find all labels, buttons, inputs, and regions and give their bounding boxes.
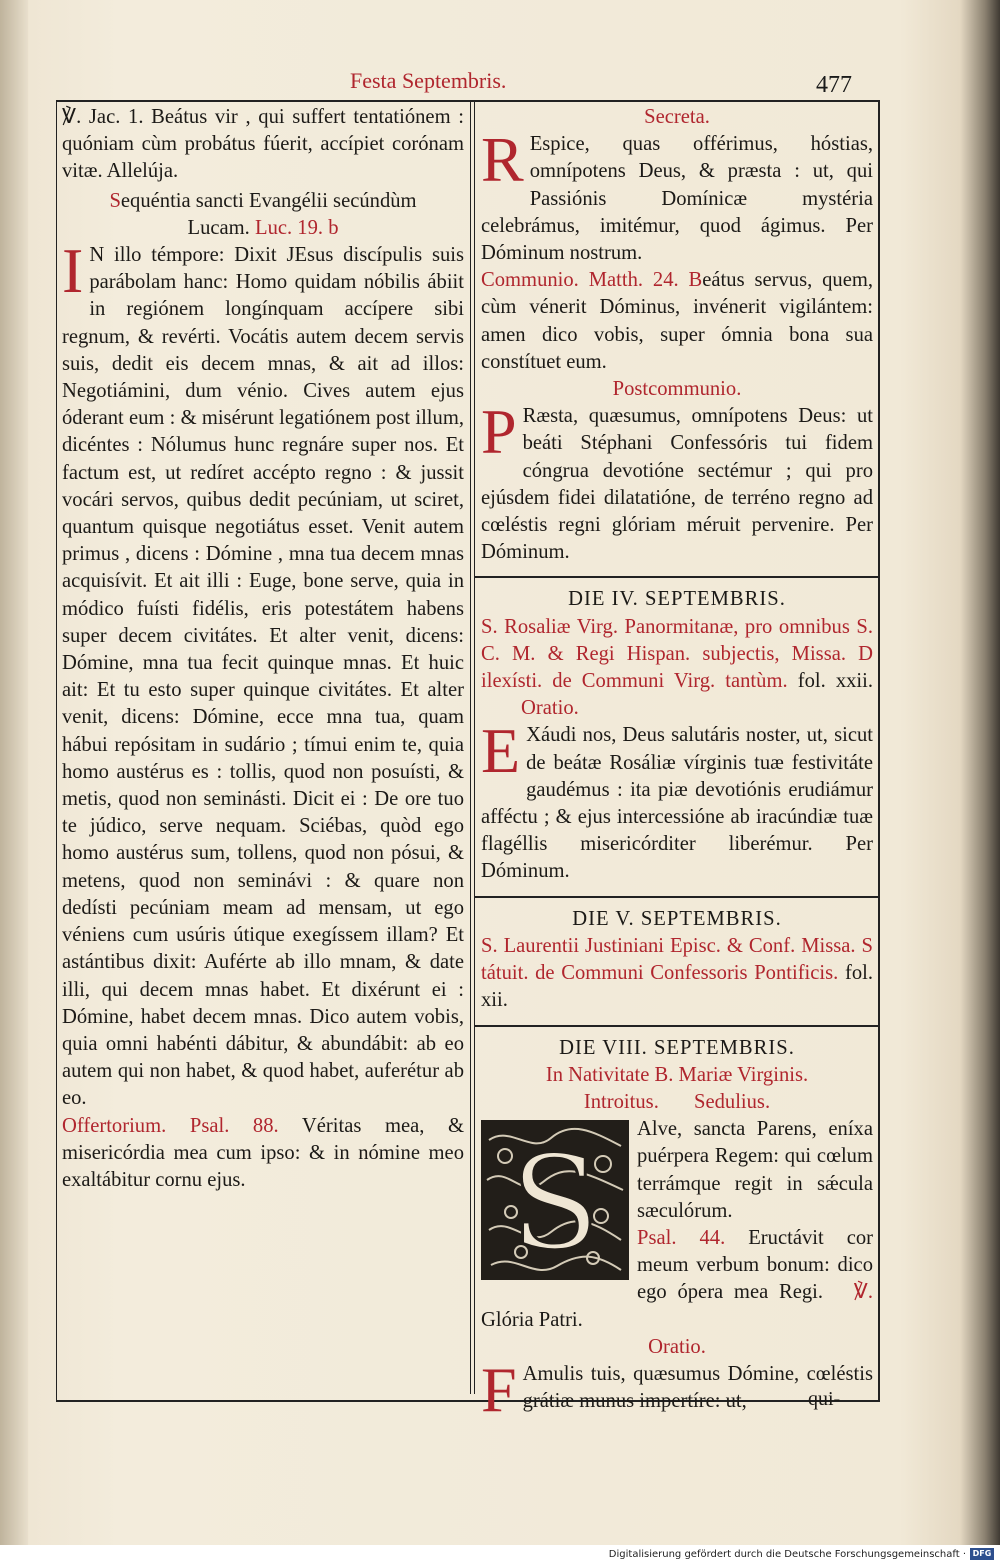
section-divider <box>475 896 879 898</box>
communio-block <box>481 267 873 376</box>
day5-heading: DIE V. SEPTEMBRIS. <box>572 907 782 930</box>
secreta-label: Secreta. <box>644 106 710 128</box>
footer-credit: Digitalisierung gefördert durch die Deutsche Forschungsgemeinschaft · <box>608 1549 966 1560</box>
gospel-reference: Luc. 19. b <box>254 216 339 239</box>
day8-psalm-label: Psal. 44. <box>637 1226 726 1249</box>
day4-oratio-block <box>481 715 873 885</box>
gospel-text-block <box>62 235 464 1113</box>
catchword: qui- <box>808 1388 841 1410</box>
gospel-text: N illo témpore: Dixit JEsus discípulis suis parábolam hanc: Homo quidam nóbilis ábiit in regiónem longínquam accípere sibi regnum, & revérti. Vocátis autem decem servis suis, dedit eis decem mnas, & ait ad illos: Negotiámini, dum vénio. Cives autem ejus óderant eum : & misérunt legatiónem post illum, dicéntes : Nólumus hunc regnáre super nos. Et factum est, ut redíret accépto regno : & jussit vocári servos, quibus dedit pecúniam, ut sciret, quantum quisque negotiátus esset. Venit autem primus , dicens : Dómine , mna tua decem mnas acquisívit. Et ait illi : Euge, bone serve, quia in módico fuísti fidélis, eris potestátem habens super decem civitátes. Et alter venit, dicens: Dómine, mna tua fecit quinque mnas. Et huic ait: Et tu esto super quinque civitátes. Et alter venit, dicens: Dómine, ecce mna tua, quam hábui repósitam in sudário ; tímui enim te, quia homo austérus es : tollis, quod non posuísti, & metis, quod non seminásti. Dicit ei : De ore tuo te júdico, serve nequam. Sciébas, quòd ego homo austérus sum, tollens, quod non pósui, & metens, quod non seminávi : & quare non dedísti pecúniam meam ad mensam, ut ego véniens cum usúris útique exegíssem illam? Et astántibus dixit: Auférte ab illo mnam, & date illi, qui decem mnas habet. Et dixérunt ei : Dómine, habet decem mnas. Dico autem vobis, quia omni habénti dábitur, & abundábit: ab eo autem qui non habet, & quod habet, auferétur ab eo. <box>62 244 464 1110</box>
day8-heading: DIE VIII. SEPTEMBRIS. <box>559 1036 795 1059</box>
day8-sedulius: Sedulius. <box>694 1090 771 1113</box>
book-gutter <box>0 0 28 1545</box>
day4-feast: S. Rosaliæ Virg. Panormitanæ, pro omnibus S. C. M. & Regi Hispan. subjectis, Missa. D ilexísti. de Communi Virg. tantùm. <box>481 615 873 693</box>
offertory <box>62 1113 464 1195</box>
day8-dropcap: F <box>481 1353 517 1425</box>
communio-label: Communio. Matth. 24. <box>481 269 679 292</box>
day4-feast-block <box>481 614 873 723</box>
postcommunio-dropcap: P <box>481 396 517 468</box>
section-divider <box>475 576 879 578</box>
communio-text: eátus servus, quem, cùm vénerit Dóminus, invénerit vigilántem: amen dico vobis, super ómnia bona sua constítuet eum. <box>481 269 873 373</box>
day5-feast: S. Laurentii Justiniani Episc. & Conf. Missa. S tátuit. de Communi Confessoris Pontificis. <box>481 934 873 985</box>
day8-introit-text: Alve, sancta Parens, eníxa puérpera Regem: qui cœlum terrámque regit in sǽcula sæculórum. <box>637 1118 873 1222</box>
page-number: 477 <box>816 72 852 98</box>
day4-heading: DIE IV. SEPTEMBRIS. <box>568 588 786 611</box>
day8-introitus: Introitus. <box>583 1090 659 1113</box>
day8-psalm-text: Eructávit cor meum verbum bonum: dico ego ópera mea Regi. <box>637 1226 873 1304</box>
woodcut-initial <box>481 1120 629 1280</box>
column-rule <box>470 102 475 1394</box>
offertory-text: Véritas mea, & misericórdia mea cum ipso: & in nómine meo exaltábitur cornu ejus. <box>62 1114 464 1191</box>
gospel-intro <box>62 188 464 242</box>
right-column <box>481 104 874 1425</box>
section-divider <box>475 1025 879 1027</box>
postcommunio-label: Postcommunio. <box>612 378 742 401</box>
communio-cap: B <box>688 269 703 292</box>
day5-feast-block <box>481 933 873 1015</box>
day4-dropcap: E <box>481 715 521 787</box>
postcommunio-block <box>481 396 873 566</box>
secreta-text: Espice, quas offérimus, hóstias, omnípotens Deus, & præsta : ut, qui Passiónis Domínicæ mystéria celebrámus, imitémur, quod ágimus. Per Dóminum nostrum. <box>481 133 873 265</box>
gospel-intro-line2: Lucam. <box>187 216 250 239</box>
day8-introit-labels <box>481 1089 873 1116</box>
gospel-intro-cap: S <box>109 189 121 212</box>
day4-oratio-label: Oratio. <box>521 697 579 720</box>
day8-oratio-label: Oratio. <box>648 1335 706 1358</box>
secreta-dropcap: R <box>481 124 524 196</box>
secreta-block <box>481 124 873 267</box>
woodcut-letter: S <box>510 1127 600 1280</box>
day8-gloria: Glória Patri. <box>481 1308 583 1331</box>
day5-folio: fol. xii. <box>481 962 873 1012</box>
day8-oratio: Amulis tuis, quæsumus Dómine, cœléstis grátiæ munus impertíre: ut, <box>522 1362 873 1413</box>
woodcut-initial-art <box>481 1120 629 1280</box>
offertory-label: Offertorium. Psal. 88. <box>62 1114 279 1137</box>
gospel-dropcap: I <box>62 235 84 307</box>
postcommunio-text: Ræsta, quæsumus, omnípotens Deus: ut beáti Stéphani Confessóris tui fidem cóngrua devotióne sectémur ; qui pro ejúsdem fidei dilatatióne, de terréno regno ad cœléstis regni glóriam méruit pervenire. Per Dóminum. <box>481 405 873 564</box>
day8-introit-block <box>481 1116 873 1334</box>
left-column <box>62 104 464 1194</box>
gospel-intro-text: equéntia sancti Evangélii secúndùm <box>120 189 417 212</box>
day4-folio: fol. xxii. <box>797 670 874 693</box>
versicle: ℣. Jac. 1. Beátus vir , qui suffert tentatiónem : quóniam cùm probátus fúerit, accípiet corónam vitæ. Allelúja. <box>62 106 464 183</box>
dfg-logo: DFG <box>970 1548 994 1560</box>
day8-feast: In Nativitate B. Mariæ Virginis. <box>545 1063 809 1086</box>
running-title: Festa Septembris. <box>350 68 507 93</box>
day8-gloria-versicle: ℣. <box>853 1281 873 1304</box>
day4-oratio: Xáudi nos, Deus salutáris noster, ut, sicut de beátæ Rosáliæ vírginis tuæ festivitáte gaudémus : ita piæ devotiónis erudiámur afféctu ; & ejus intercessióne ab iracúndiæ tuæ flagéllis misericórditer liberémur. Per Dóminum. <box>481 724 873 883</box>
